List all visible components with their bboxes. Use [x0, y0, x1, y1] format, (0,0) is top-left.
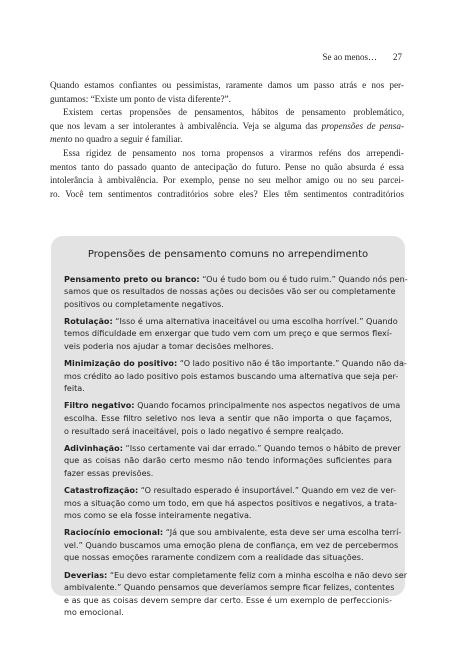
- text-line: fazer essas previsões.: [64, 467, 154, 478]
- text-line: mo emocional.: [64, 607, 124, 618]
- paragraph-2: [50, 106, 404, 147]
- italic-term: mento: [50, 134, 73, 145]
- entry-term: Catastrofização:: [64, 485, 139, 495]
- italic-term: propensões de pensa-: [321, 120, 405, 131]
- text-line: [64, 569, 408, 582]
- entry-term: Raciocínio emocional:: [64, 527, 164, 538]
- text-line: vel.” Quando buscamos uma emoção plena de confiança, em vez de percebermos: [64, 539, 399, 550]
- text-line: Essa rigidez de pensamento nos torna propensos a virarmos reféns dos arrependi-: [63, 147, 404, 158]
- entry-term: Pensamento preto ou branco:: [64, 273, 200, 284]
- running-head: [323, 52, 403, 62]
- thinking-biases-box: [51, 236, 408, 618]
- text-line: Existem certas propensões de pensamentos, hábitos de pensamento problemático,: [63, 107, 404, 118]
- text-line: [64, 315, 398, 328]
- text-segment: no quadro a seguir é familiar.: [74, 134, 183, 145]
- entry-text: “Isso é uma alternativa inaceitável ou uma escolha horrível.” Quando: [115, 315, 398, 326]
- entry-text: “Isso certamente vai dar errado.” Quando temos o hábito de prever: [125, 442, 401, 453]
- box-entry-shoulds: [64, 569, 408, 619]
- box-title: Propensões de pensamento comuns no arrependimento: [87, 249, 369, 260]
- entry-text: “O lado positivo não é tão importante.” Quando não da-: [179, 358, 407, 369]
- text-line: que as coisas não darão certo mesmo não tendo informações suficientes para: [64, 455, 392, 466]
- text-line: mentos tanto do passado quanto de antecipação do futuro. Pense no quão absurda é essa: [50, 161, 404, 172]
- text-line: intolerância à ambivalência. Por exemplo, pense no seu melhor amigo ou no seu parcei-: [50, 175, 404, 186]
- entry-term: Rotulação:: [64, 315, 113, 326]
- box-entry-catastrophizing: [64, 484, 397, 522]
- body-text: [50, 79, 404, 201]
- entry-term: Filtro negativo:: [64, 400, 135, 411]
- entry-text: “Ou é tudo bom ou é tudo ruim.” Quando nós pen-: [202, 273, 408, 284]
- text-line: Quando estamos confiantes ou pessimistas, raramente damos um passo atrás e nos per-: [50, 80, 404, 90]
- text-line: feita.: [64, 383, 85, 394]
- box-entry-black-white: [64, 273, 408, 311]
- paragraph-1: [50, 79, 404, 106]
- box-entry-emotional-reasoning: [64, 526, 402, 564]
- text-line: temos dificuldade em enxergar que tudo vem com um preço e que sermos flexí-: [64, 328, 392, 339]
- text-line: escolha. Esse filtro seletivo nos leva a sentir que não importa o que façamos,: [64, 413, 392, 424]
- entry-text: “Eu devo estar completamente feliz com a minha escolha e não devo ser: [109, 569, 408, 580]
- text-line: [64, 484, 397, 497]
- entry-text: “O resultado esperado é insuportável.” Quando em vez de ver-: [140, 485, 397, 495]
- text-line: que nossas emoções raramente condizem com a realidade das situações.: [64, 552, 364, 563]
- text-line: e as que as coisas devem sempre dar certo. Esse é um exemplo de perfeccionis-: [64, 594, 392, 605]
- text-line: [64, 357, 407, 370]
- text-line: [64, 273, 408, 286]
- running-title: Se ao menos…: [322, 52, 377, 62]
- text-line: mos como se ela fosse inteiramente negativa.: [64, 510, 252, 521]
- text-line: [64, 442, 401, 455]
- text-line: [50, 133, 404, 147]
- entry-text: “Já que sou ambivalente, esta deve ser uma escolha terrí-: [165, 527, 402, 538]
- text-line: ro. Você tem sentimentos contraditórios sobre eles? Eles têm sentimentos contraditórios: [50, 188, 404, 199]
- page-number: 27: [393, 52, 402, 62]
- box-entry-negative-filter: [64, 399, 401, 437]
- text-line: samos que os resultados de nossas ações ou decisões vão ser ou completamente: [64, 286, 396, 297]
- box-entry-minimizing-positive: [64, 357, 407, 395]
- text-segment: que nos levam a ser intolerantes à ambivalência. Veja se alguma das: [50, 120, 318, 131]
- entry-text: Quando focamos principalmente nos aspectos negativos de uma: [137, 400, 401, 411]
- text-line: [50, 120, 404, 134]
- paragraph-3: [50, 147, 404, 201]
- text-line: o resultado será inaceitável, pois o lado negativo é sempre realçado.: [64, 425, 344, 436]
- text-line: guntamos: “Existe um ponto de vista diferente?”.: [50, 93, 231, 104]
- box-entry-labeling: [64, 315, 398, 353]
- text-line: veis poderia nos ajudar a tomar decisões melhores.: [64, 341, 274, 352]
- text-line: [64, 526, 402, 539]
- text-line: ambivalente.” Quando pensamos que deveríamos sempre ficar felizes, contentes: [64, 582, 395, 593]
- entry-term: Adivinhação:: [64, 442, 123, 453]
- text-line: positivos ou completamente negativos.: [64, 298, 224, 309]
- text-line: [64, 399, 401, 412]
- text-line: mos crédito ao lado positivo pois estamos buscando uma alternativa que seja per-: [64, 370, 399, 381]
- box-entry-fortune-telling: [64, 442, 401, 480]
- entry-term: Minimização do positivo:: [64, 358, 178, 369]
- text-line: mos a situação como um todo, em que há aspectos positivos e negativos, a tratа-: [64, 497, 397, 508]
- entry-term: Deverias:: [64, 569, 108, 580]
